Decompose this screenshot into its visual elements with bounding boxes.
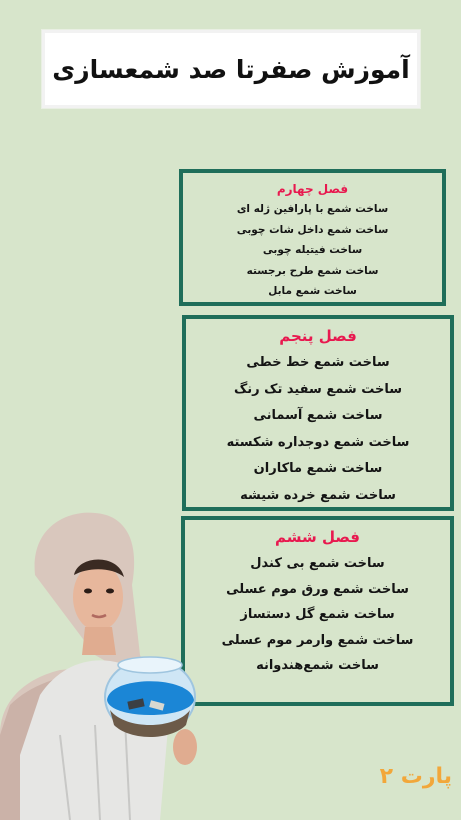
chapter-6-title: فصل ششم xyxy=(275,528,360,546)
list-item: ساخت شمع دوجداره شکسته xyxy=(226,434,410,450)
list-item: ساخت شمع داخل شات چوبی xyxy=(236,223,389,236)
chapter-5-box xyxy=(182,315,454,511)
chapter-6-list xyxy=(185,551,450,679)
list-item: ساخت شمع سفید تک رنگ xyxy=(233,381,403,397)
chapter-4-list xyxy=(183,199,442,302)
list-item: ساخت شمع وارمر موم عسلی xyxy=(221,632,414,648)
list-item: ساخت شمع‌هندوانه xyxy=(256,658,379,673)
list-item: ساخت شمع آسمانی xyxy=(253,408,383,423)
chapter-5-title: فصل پنجم xyxy=(279,327,357,345)
list-item: ساخت فیتیله چوبی xyxy=(262,244,363,256)
list-item: ساخت شمع خط خطی xyxy=(246,355,390,370)
presenter-photo xyxy=(0,505,200,820)
chapter-5-list xyxy=(186,350,450,509)
chapter-4-box xyxy=(179,169,446,306)
hand xyxy=(173,729,197,765)
list-item: ساخت شمع ماکاران xyxy=(253,461,383,476)
list-item: ساخت شمع با پارافین ژله ای xyxy=(236,203,389,215)
part-label: پارت ۲ xyxy=(379,764,452,789)
list-item: ساخت شمع خرده شیشه xyxy=(240,487,396,503)
title-banner xyxy=(42,30,420,108)
chapter-4-title: فصل چهارم xyxy=(276,182,349,196)
list-item: ساخت شمع مابل xyxy=(268,285,357,297)
list-item: ساخت شمع طرح برجسته xyxy=(246,264,379,277)
list-item: ساخت شمع ورق موم عسلی xyxy=(226,581,409,597)
list-item: ساخت شمع بی کندل xyxy=(250,556,385,571)
chapter-6-box xyxy=(181,516,454,706)
list-item: ساخت شمع گل دستساز xyxy=(240,607,395,622)
page-title: آموزش صفرتا صد شمعسازی xyxy=(52,54,410,84)
face xyxy=(73,563,123,631)
